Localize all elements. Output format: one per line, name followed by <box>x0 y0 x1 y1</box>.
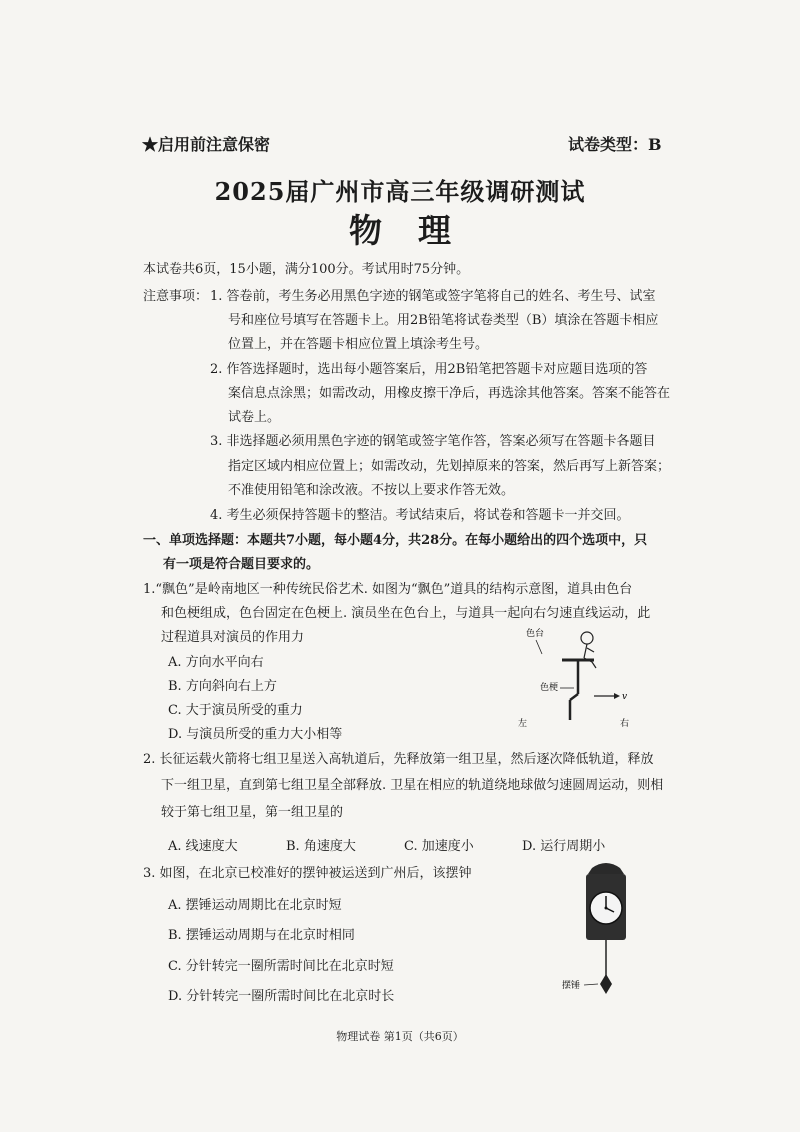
performer-head <box>581 632 593 644</box>
notes-line: 位置上，并在答题卡相应位置上填涂考生号。 <box>228 337 489 352</box>
question-3-option: D. 分针转完一圈所需时间比在北京时长 <box>168 989 395 1004</box>
performer-body <box>584 644 587 658</box>
question-1-text: 过程道具对演员的作用力 <box>161 630 305 645</box>
question-2-text: 下一组卫星，直到第七组卫星全部释放. 卫星在相应的轨道绕地球做匀速圆周运动，则相 <box>161 778 664 793</box>
section-heading: 一、单项选择题：本题共7小题，每小题4分，共28分。在每小题给出的四个选项中，只 <box>143 533 648 548</box>
clock-center <box>605 907 608 910</box>
platform-label: 色台 <box>526 629 545 639</box>
notes-line: 3. 非选择题必须用黑色字迹的钢笔或签字笔作答，答案必须写在答题卡各题目 <box>210 434 656 449</box>
pendulum-label: 摆锤 <box>562 981 581 991</box>
notes-line: 4. 考生必须保持答题卡的整洁。考试结束后，将试卷和答题卡一并交回。 <box>210 508 630 523</box>
notes-line: 1. 答卷前，考生务必用黑色字迹的钢笔或签字笔将自己的姓名、考生号、试室 <box>210 289 656 304</box>
question-1-option: C. 大于演员所受的重力 <box>168 703 303 718</box>
piaose-figure <box>512 622 642 732</box>
right-label: 右 <box>620 719 630 729</box>
question-1-text: 1.“飘色”是岭南地区一种传统民俗艺术. 如图为“飘色”道具的结构示意图，道具由色台 <box>143 582 633 597</box>
velocity-arrowhead <box>614 693 620 699</box>
paper-type: 试卷类型：B <box>568 135 662 154</box>
question-3-option: A. 摆锤运动周期比在北京时短 <box>168 898 342 913</box>
question-3-option: C. 分针转完一圈所需时间比在北京时短 <box>168 959 394 974</box>
stem-label: 色梗 <box>540 683 559 693</box>
notes-line: 指定区域内相应位置上；如需改动，先划掉原来的答案，然后再写上新答案； <box>228 459 671 474</box>
subject-title: 物理 <box>349 211 487 250</box>
confidential-notice: ★启用前注意保密 <box>142 135 271 154</box>
question-2-option: D. 运行周期小 <box>522 839 606 854</box>
notes-line: 号和座位号填写在答题卡上。用2B铅笔将试卷类型（B）填涂在答题卡相应 <box>228 313 659 328</box>
left-label: 左 <box>518 719 528 729</box>
page-footer: 物理试卷 第1页（共6页） <box>336 1030 464 1043</box>
question-2-option: A. 线速度大 <box>168 839 238 854</box>
question-2-option: B. 角速度大 <box>286 839 356 854</box>
question-1-option: A. 方向水平向右 <box>168 655 264 670</box>
notes-line: 2. 作答选择题时，选出每小题答案后，用2B铅笔把答题卡对应题目选项的答 <box>210 362 648 377</box>
notes-label: 注意事项： <box>143 289 209 304</box>
question-1-option: B. 方向斜向右上方 <box>168 679 277 694</box>
question-2-text: 2. 长征运载火箭将七组卫星送入高轨道后，先释放第一组卫星，然后逐次降低轨道，释放 <box>143 752 654 767</box>
stem-bend <box>570 694 578 700</box>
velocity-label: v <box>622 692 628 702</box>
question-3-option: B. 摆锤运动周期与在北京时相同 <box>168 928 355 943</box>
question-1-option: D. 与演员所受的重力大小相等 <box>168 727 343 742</box>
question-2-option: C. 加速度小 <box>404 839 474 854</box>
question-3-text: 3. 如图，在北京已校准好的摆钟被运送到广州后，该摆钟 <box>143 866 472 881</box>
pendulum-clock-figure <box>560 860 650 1005</box>
exam-intro: 本试卷共6页，15小题，满分100分。考试用时75分钟。 <box>143 262 470 277</box>
section-heading: 有一项是符合题目要求的。 <box>163 557 320 572</box>
exam-title: 2025届广州市高三年级调研测试 <box>214 177 586 206</box>
question-2-text: 较于第七组卫星，第一组卫星的 <box>161 805 344 820</box>
clock-crown <box>588 863 624 874</box>
notes-line: 案信息点涂黑；如需改动，用橡皮擦干净后，再选涂其他答案。答案不能答在 <box>228 386 671 401</box>
notes-line: 不准使用铅笔和涂改液。不按以上要求作答无效。 <box>228 483 515 498</box>
pendulum-pointer <box>584 984 598 985</box>
notes-line: 试卷上。 <box>228 410 281 425</box>
question-1-text: 和色梗组成，色台固定在色梗上. 演员坐在色台上，与道具一起向右匀速直线运动，此 <box>161 606 651 621</box>
performer-arm <box>587 648 594 652</box>
pendulum-bob <box>600 974 612 994</box>
platform-pointer <box>536 640 542 654</box>
